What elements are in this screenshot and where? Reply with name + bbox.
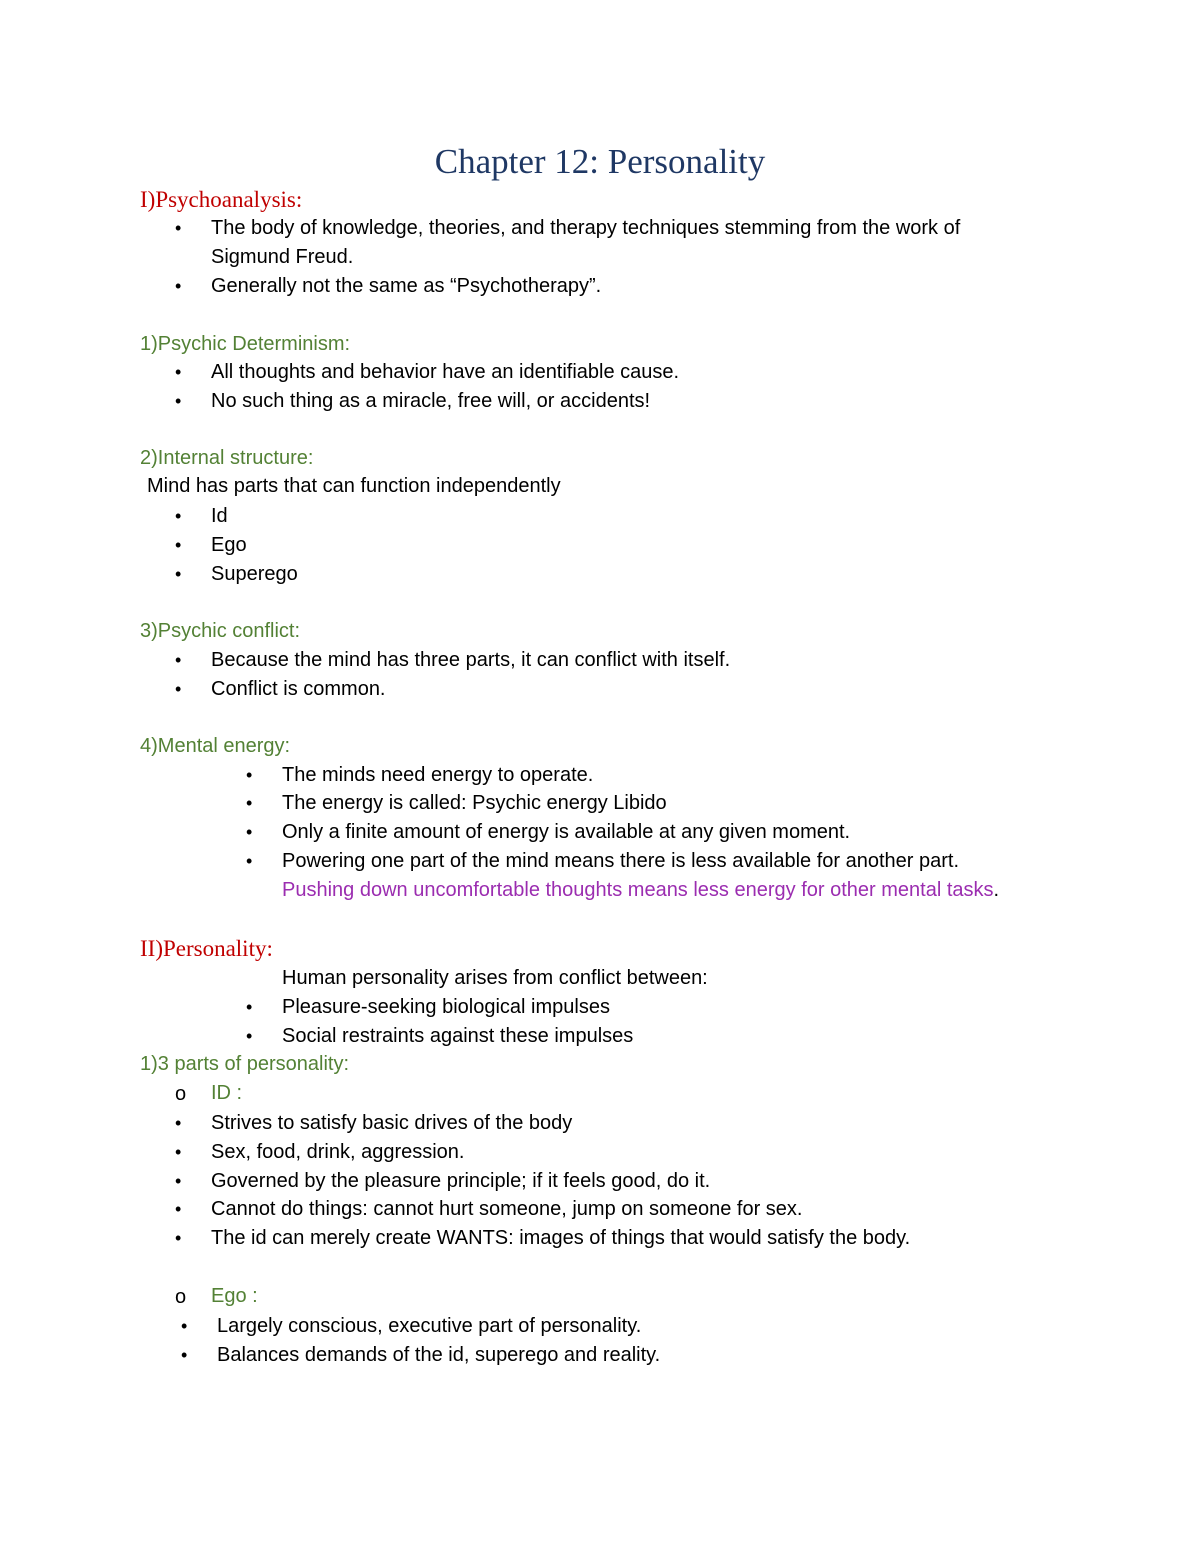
bullet-icon: • bbox=[175, 535, 182, 555]
bullet-icon: • bbox=[246, 1026, 253, 1046]
bullet-icon: • bbox=[246, 997, 253, 1017]
list-item: Generally not the same as “Psychotherapy”. bbox=[211, 275, 602, 297]
heading-psychic-determinism: 1)Psychic Determinism: bbox=[140, 333, 351, 355]
list-item: Superego bbox=[211, 563, 298, 585]
list-item: Strives to satisfy basic drives of the body bbox=[211, 1112, 573, 1134]
bullet-icon: • bbox=[175, 218, 182, 238]
circle-bullet-icon: o bbox=[175, 1083, 187, 1105]
highlight-period: . bbox=[993, 879, 1000, 901]
list-item: Sex, food, drink, aggression. bbox=[211, 1141, 465, 1163]
highlight-text: Pushing down uncomfortable thoughts means less energy for other mental tasks bbox=[282, 879, 994, 901]
list-item: The body of knowledge, theories, and therapy techniques stemming from the work of bbox=[211, 217, 961, 239]
list-item: Largely conscious, executive part of personality. bbox=[217, 1315, 642, 1337]
list-item: Powering one part of the mind means there is less available for another part. bbox=[282, 850, 960, 872]
heading-three-parts: 1)3 parts of personality: bbox=[140, 1053, 349, 1075]
list-item: No such thing as a miracle, free will, or accidents! bbox=[211, 390, 651, 412]
heading-personality: II)Personality: bbox=[140, 936, 273, 961]
bullet-icon: • bbox=[246, 793, 253, 813]
list-item: The minds need energy to operate. bbox=[282, 764, 594, 786]
list-item-continuation: Sigmund Freud. bbox=[211, 246, 354, 268]
heading-mental-energy: 4)Mental energy: bbox=[140, 735, 291, 757]
list-item: Balances demands of the id, superego and reality. bbox=[217, 1344, 661, 1366]
list-item: Pleasure-seeking biological impulses bbox=[282, 996, 610, 1018]
heading-internal-structure: 2)Internal structure: bbox=[140, 447, 314, 469]
bullet-icon: • bbox=[175, 391, 182, 411]
bullet-icon: • bbox=[175, 679, 182, 699]
bullet-icon: • bbox=[175, 564, 182, 584]
list-item: The id can merely create WANTS: images of things that would satisfy the body. bbox=[211, 1227, 911, 1249]
bullet-icon: • bbox=[175, 1113, 182, 1133]
heading-psychoanalysis: I)Psychoanalysis: bbox=[140, 187, 303, 212]
highlighted-note bbox=[282, 876, 999, 904]
intro-text: Human personality arises from conflict between: bbox=[282, 967, 708, 989]
bullet-icon: • bbox=[175, 506, 182, 526]
list-item: Cannot do things: cannot hurt someone, jump on someone for sex. bbox=[211, 1198, 803, 1220]
bullet-icon: • bbox=[175, 1142, 182, 1162]
bullet-icon: • bbox=[181, 1345, 188, 1365]
circle-bullet-icon: o bbox=[175, 1286, 187, 1308]
bullet-icon: • bbox=[246, 851, 253, 871]
bullet-icon: • bbox=[175, 1228, 182, 1248]
list-item: Because the mind has three parts, it can conflict with itself. bbox=[211, 649, 731, 671]
subheading-id: ID : bbox=[211, 1082, 243, 1104]
bullet-icon: • bbox=[175, 650, 182, 670]
bullet-icon: • bbox=[175, 1171, 182, 1191]
list-item: Only a finite amount of energy is available at any given moment. bbox=[282, 821, 851, 843]
list-item: The energy is called: Psychic energy Libido bbox=[282, 792, 667, 814]
list-item: Id bbox=[211, 505, 228, 527]
bullet-icon: • bbox=[175, 362, 182, 382]
list-item: Governed by the pleasure principle; if it feels good, do it. bbox=[211, 1170, 711, 1192]
bullet-icon: • bbox=[175, 276, 182, 296]
bullet-icon: • bbox=[246, 765, 253, 785]
list-item: Ego bbox=[211, 534, 247, 556]
bullet-icon: • bbox=[246, 822, 253, 842]
subheading-ego: Ego : bbox=[211, 1285, 258, 1307]
heading-psychic-conflict: 3)Psychic conflict: bbox=[140, 620, 301, 642]
bullet-icon: • bbox=[175, 1199, 182, 1219]
list-item: Social restraints against these impulses bbox=[282, 1025, 634, 1047]
bullet-icon: • bbox=[181, 1316, 188, 1336]
intro-text: Mind has parts that can function independently bbox=[147, 475, 561, 497]
list-item: All thoughts and behavior have an identifiable cause. bbox=[211, 361, 680, 383]
list-item: Conflict is common. bbox=[211, 678, 386, 700]
page-title: Chapter 12: Personality bbox=[434, 142, 766, 181]
